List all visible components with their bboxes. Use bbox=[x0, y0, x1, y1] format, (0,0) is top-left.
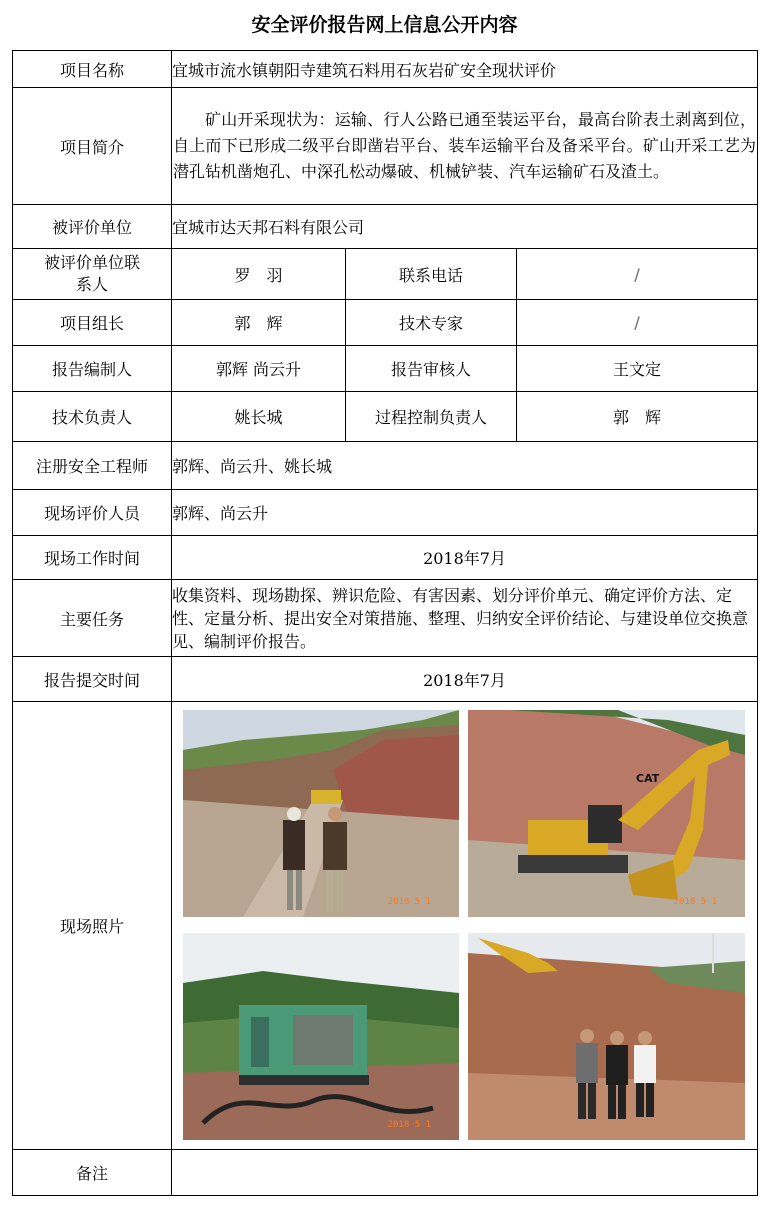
row-project-intro bbox=[13, 88, 758, 205]
phone-label: 联系电话 bbox=[346, 249, 517, 300]
info-table bbox=[12, 50, 758, 1196]
row-submit-time bbox=[13, 657, 758, 702]
photo-3-stamp: 2018 5 1 bbox=[387, 1120, 431, 1130]
photo-grid bbox=[172, 702, 757, 1149]
row-remarks bbox=[13, 1150, 758, 1196]
row-project-name bbox=[13, 51, 758, 88]
process-control-value: 郭 辉 bbox=[517, 392, 758, 442]
photo-1-stamp: 2018 5 1 bbox=[387, 897, 431, 907]
contact-value: 罗 羽 bbox=[172, 249, 346, 300]
row-engineers bbox=[13, 442, 758, 490]
tech-lead-value: 姚长城 bbox=[172, 392, 346, 442]
row-onsite-time bbox=[13, 536, 758, 580]
onsite-staff-label: 现场评价人员 bbox=[13, 490, 172, 536]
report-author-label: 报告编制人 bbox=[13, 346, 172, 392]
site-photo-1 bbox=[183, 710, 459, 917]
project-intro-label: 项目简介 bbox=[13, 88, 172, 205]
tech-expert-label: 技术专家 bbox=[346, 300, 517, 346]
photos-label: 现场照片 bbox=[13, 702, 172, 1150]
engineers-label: 注册安全工程师 bbox=[13, 442, 172, 490]
remarks-value bbox=[172, 1150, 758, 1196]
contact-label: 被评价单位联系人 bbox=[13, 249, 172, 300]
phone-value: / bbox=[517, 249, 758, 300]
report-author-value: 郭辉 尚云升 bbox=[172, 346, 346, 392]
evaluated-unit-label: 被评价单位 bbox=[13, 205, 172, 249]
onsite-time-value: 2018年7月 bbox=[172, 536, 758, 580]
row-report bbox=[13, 346, 758, 392]
row-tech bbox=[13, 392, 758, 442]
photo-2-stamp: 2018 5 1 bbox=[673, 897, 717, 907]
remarks-label: 备注 bbox=[13, 1150, 172, 1196]
main-tasks-value: 收集资料、现场勘探、辨识危险、有害因素、划分评价单元、确定评价方法、定性、定量分析、提出安全对策措施、整理、归纳安全评价结论、与建设单位交换意见、编制评价报告。 bbox=[172, 585, 749, 651]
site-photo-3 bbox=[183, 933, 459, 1140]
row-team-leader bbox=[13, 300, 758, 346]
submit-time-value: 2018年7月 bbox=[172, 657, 758, 702]
process-control-label: 过程控制负责人 bbox=[346, 392, 517, 442]
row-onsite-staff bbox=[13, 490, 758, 536]
report-reviewer-label: 报告审核人 bbox=[346, 346, 517, 392]
svg-text:CAT: CAT bbox=[636, 772, 660, 785]
report-reviewer-value: 王文定 bbox=[517, 346, 758, 392]
team-leader-label: 项目组长 bbox=[13, 300, 172, 346]
site-photo-2 bbox=[468, 710, 745, 917]
engineers-value: 郭辉、尚云升、姚长城 bbox=[172, 442, 758, 490]
project-name-value: 宜城市流水镇朝阳寺建筑石料用石灰岩矿安全现状评价 bbox=[172, 51, 758, 88]
row-main-tasks bbox=[13, 580, 758, 657]
team-leader-value: 郭 辉 bbox=[172, 300, 346, 346]
main-tasks-label: 主要任务 bbox=[13, 580, 172, 657]
onsite-time-label: 现场工作时间 bbox=[13, 536, 172, 580]
tech-expert-value: / bbox=[517, 300, 758, 346]
site-photo-4 bbox=[468, 933, 745, 1140]
row-photos bbox=[13, 702, 758, 1150]
row-evaluated-unit bbox=[13, 205, 758, 249]
project-name-label: 项目名称 bbox=[13, 51, 172, 88]
project-intro-value: 矿山开采现状为：运输、行人公路已通至装运平台，最高台阶表土剥离到位，自上而下已形成二级平台即凿岩平台、装车运输平台及备采平台。矿山开采工艺为潜孔钻机凿炮孔、中深孔松动爆破、机械铲装、汽车运输矿石及渣土。 bbox=[173, 110, 757, 181]
tech-lead-label: 技术负责人 bbox=[13, 392, 172, 442]
page-title: 安全评价报告网上信息公开内容 bbox=[251, 14, 518, 36]
submit-time-label: 报告提交时间 bbox=[13, 657, 172, 702]
evaluated-unit-value: 宜城市达天邦石料有限公司 bbox=[172, 205, 758, 249]
onsite-staff-value: 郭辉、尚云升 bbox=[172, 490, 758, 536]
row-contact bbox=[13, 249, 758, 300]
